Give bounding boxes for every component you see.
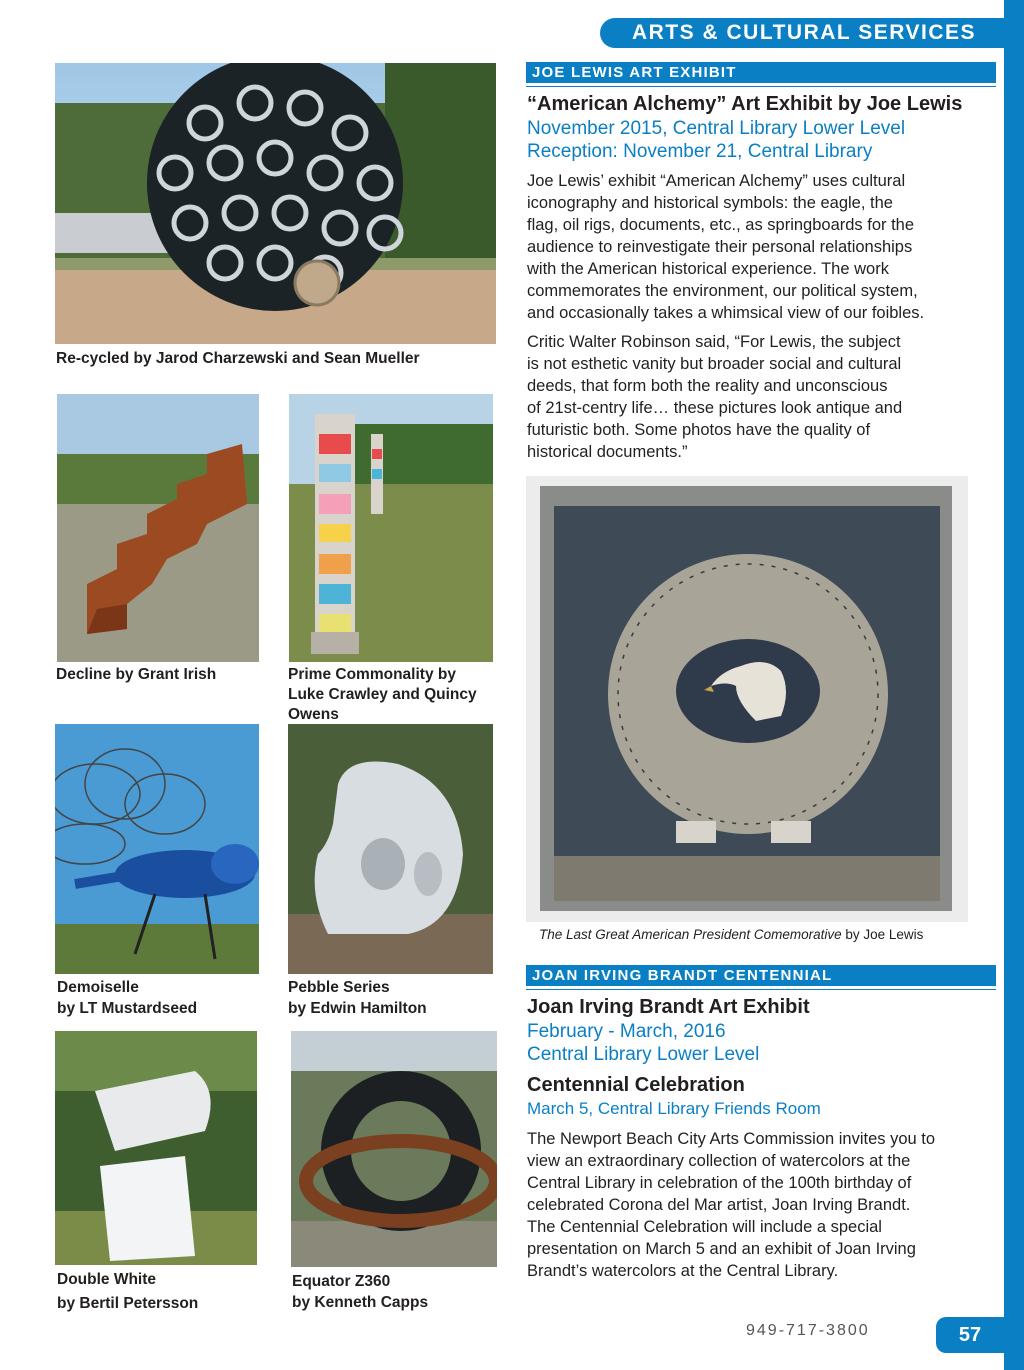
joe-lewis-dates: November 2015, Central Library Lower Level Reception: November 21, Central Library xyxy=(527,118,906,162)
caption-demoiselle: Demoiselle by LT Mustardseed xyxy=(57,979,198,1017)
joe-lewis-paragraph-2: Critic Walter Robinson said, “For Lewis, the subject is not esthetic vanity but broader social and cultural deeds, that form both the reality and unconscious of 21st-centry life… these pictures look antique and futuristic both. Some photos have the quality of historical documents.” xyxy=(527,333,903,461)
page-edge-strip xyxy=(1004,0,1024,1370)
joe-lewis-paragraph-1: Joe Lewis’ exhibit “American Alchemy” uses cultural iconography and historical symbols: the eagle, the flag, oil rigs, documents, etc., as springboards for the audience to reinvestigate their personal relationships with the American historical experience. The work commemorates the environment, our political system, and occasionally takes a whimsical view of our foibles. xyxy=(527,172,925,322)
photo-last-great-american-president xyxy=(526,476,968,922)
brandt-paragraph: The Newport Beach City Arts Commission invites you to view an extraordinary collection of watercolors at the Central Library in celebration of the 100th birthday of celebrated Corona del Mar artist, Joan Irving Brandt. The Centennial Celebration will include a special presentation on March 5 and an exhibit of Joan Irving Brandt’s watercolors at the Central Library. xyxy=(527,1130,936,1280)
centennial-title: Centennial Celebration xyxy=(527,1074,745,1096)
footer-phone: 949-717-3800 xyxy=(746,1322,870,1339)
caption-double-white: Double White by Bertil Petersson xyxy=(57,1271,199,1312)
caption-decline: Decline by Grant Irish xyxy=(56,666,217,683)
section-rule-joe-lewis xyxy=(526,86,996,87)
photo-equator-z360 xyxy=(291,1031,497,1267)
section-header-title: ARTS & CULTURAL SERVICES xyxy=(631,21,977,44)
page-number-badge: 57 xyxy=(936,1317,1004,1353)
brandt-dates: February - March, 2016 Central Library Lower Level xyxy=(527,1021,760,1065)
photo-recycled-sculpture xyxy=(55,63,496,344)
brandt-title: Joan Irving Brandt Art Exhibit xyxy=(527,996,810,1018)
photo-prime-commonality xyxy=(289,394,493,662)
photo-decline-sculpture xyxy=(57,394,259,662)
caption-last-great-american-president: The Last Great American President Comemorative by Joe Lewis xyxy=(539,927,924,942)
caption-equator-z360: Equator Z360 by Kenneth Capps xyxy=(292,1273,429,1311)
section-rule-brandt xyxy=(526,989,996,990)
caption-prime-commonality: Prime Commonality by Luke Crawley and Quincy Owens xyxy=(288,666,477,723)
section-label-brandt: JOAN IRVING BRANDT CENTENNIAL xyxy=(526,965,996,986)
joe-lewis-title: “American Alchemy” Art Exhibit by Joe Lewis xyxy=(527,93,963,115)
photo-demoiselle xyxy=(55,724,259,974)
section-label-joe-lewis: JOE LEWIS ART EXHIBIT xyxy=(526,62,996,83)
caption-pebble-series: Pebble Series by Edwin Hamilton xyxy=(288,979,427,1017)
centennial-date: March 5, Central Library Friends Room xyxy=(527,1099,821,1118)
photo-pebble-series xyxy=(288,724,493,974)
photo-double-white xyxy=(55,1031,257,1265)
caption-recycled: Re-cycled by Jarod Charzewski and Sean Mueller xyxy=(56,350,420,367)
